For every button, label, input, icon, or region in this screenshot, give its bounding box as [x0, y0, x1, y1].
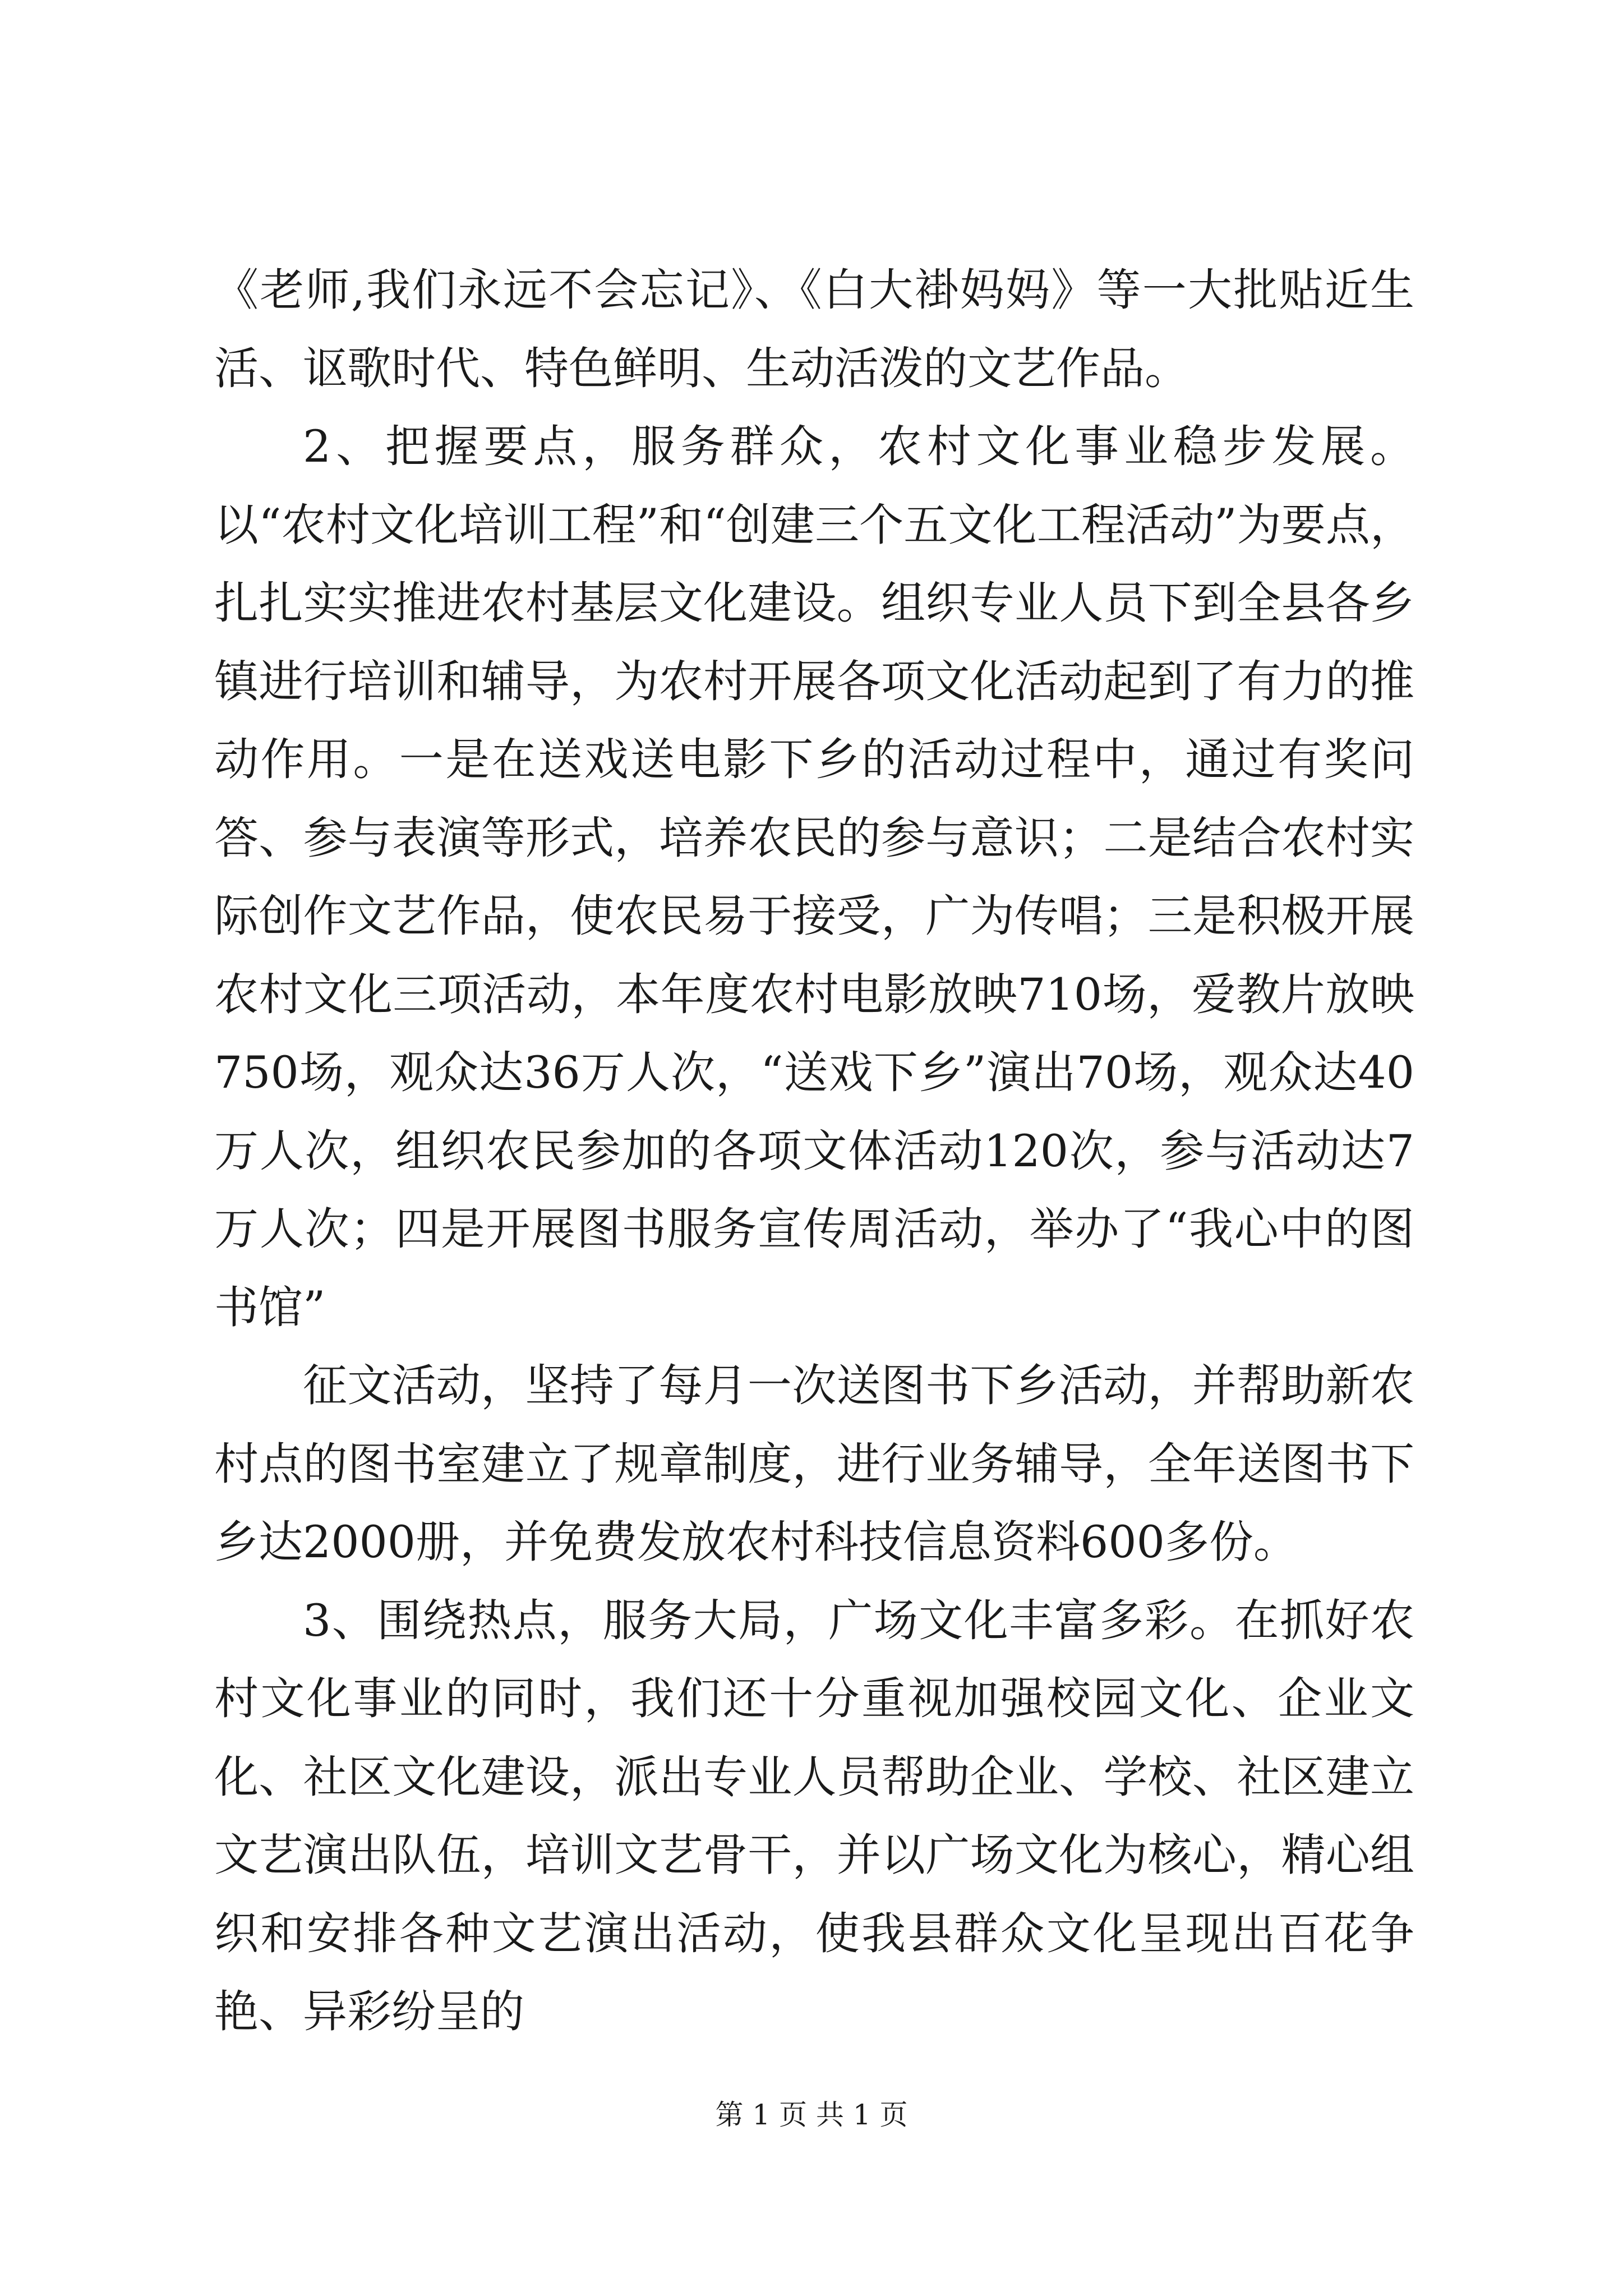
paragraph-1: 《老师,我们永远不会忘记》、《白大褂妈妈》等一大批贴近生活、讴歌时代、特色鲜明、生动活泼的文艺作品。 [214, 264, 1414, 394]
paragraph-3: 征文活动，坚持了每月一次送图书下乡活动，并帮助新农村点的图书室建立了规章制度，进行业务辅导，全年送图书下乡达2000册，并免费发放农村科技信息资料600多份。 [214, 1360, 1414, 1568]
body-text [214, 251, 1414, 2051]
paragraph-4: 3、围绕热点，服务大局，广场文化丰富多彩。在抓好农村文化事业的同时，我们还十分重视加强校园文化、企业文化、社区文化建设，派出专业人员帮助企业、学校、社区建立文艺演出队伍，培训文艺骨干，并以广场文化为核心，精心组织和安排各种文艺演出活动，使我县群众文化呈现出百花争艳、异彩纷呈的 [214, 1594, 1414, 2037]
page-footer [0, 2097, 1623, 2133]
paragraph-2: 2、把握要点，服务群众，农村文化事业稳步发展。以“农村文化培训工程”和“创建三个五文化工程活动”为要点，扎扎实实推进农村基层文化建设。组织专业人员下到全县各乡镇进行培训和辅导，为农村开展各项文化活动起到了有力的推动作用。一是在送戏送电影下乡的活动过程中，通过有奖问答、参与表演等形式，培养农民的参与意识；二是结合农村实际创作文艺作品，使农民易于接受，广为传唱；三是积极开展农村文化三项活动，本年度农村电影放映710场，爱教片放映750场，观众达36万人次，“送戏下乡”演出70场，观众达40万人次，组织农民参加的各项文体活动120次，参与活动达7万人次；四是开展图书服务宣传周活动，举办了“我心中的图书馆” [214, 421, 1414, 1333]
page-number-label: 第 1 页 共 1 页 [715, 2099, 908, 2131]
